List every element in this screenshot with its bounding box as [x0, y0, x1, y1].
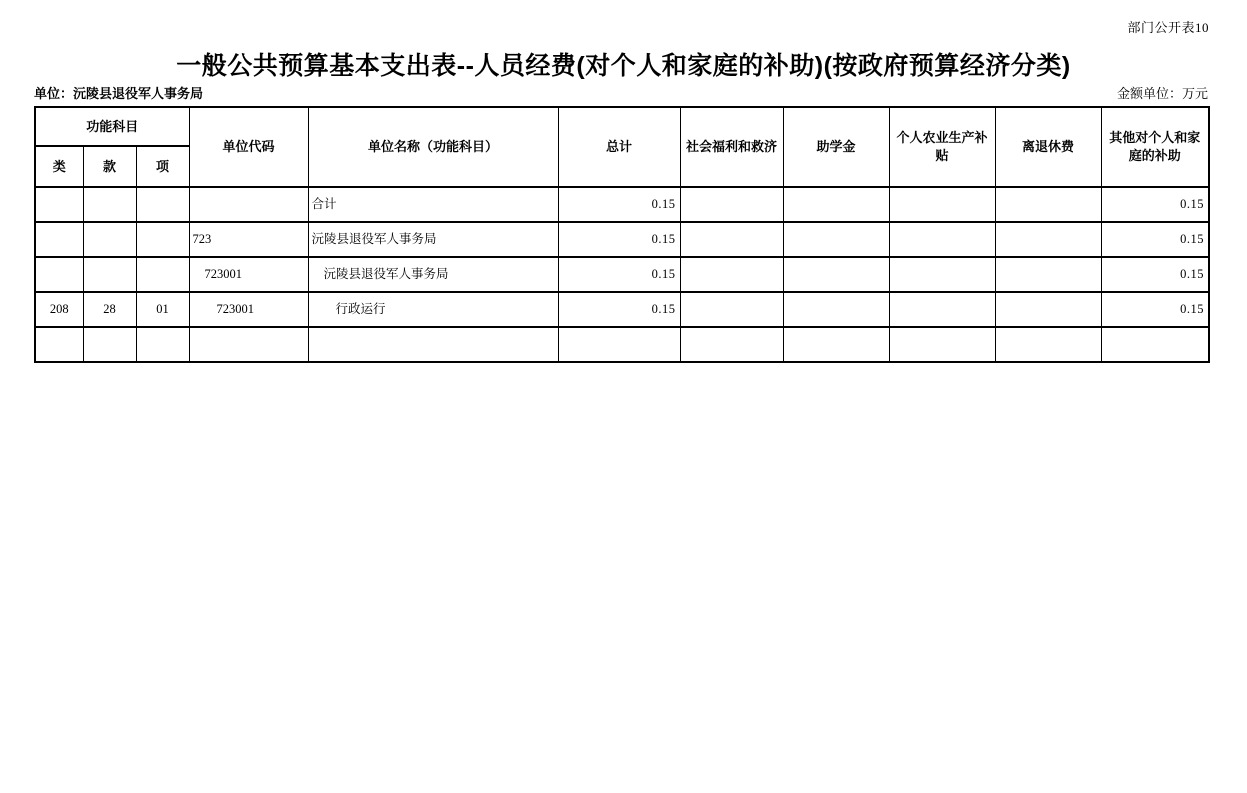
- cell-unit-name: 沅陵县退役军人事务局: [308, 257, 558, 292]
- cell-unit-code: 723001: [189, 257, 308, 292]
- cell-grants: [783, 222, 889, 257]
- table-row: [35, 222, 1209, 257]
- cell-total: 0.15: [558, 257, 680, 292]
- cell-other-subsidy: 0.15: [1101, 222, 1209, 257]
- header-unit-code: 单位代码: [189, 107, 308, 187]
- cell-section: [83, 222, 136, 257]
- cell-total: [558, 327, 680, 362]
- corner-sheet-label: 部门公开表10: [1127, 20, 1209, 35]
- cell-agri-subsidy: [889, 327, 995, 362]
- cell-unit-code: [189, 327, 308, 362]
- cell-other-subsidy: 0.15: [1101, 292, 1209, 327]
- cell-grants: [783, 292, 889, 327]
- header-grants: 助学金: [783, 107, 889, 187]
- cell-total: 0.15: [558, 292, 680, 327]
- cell-retirement: [995, 257, 1101, 292]
- amount-unit-label: 金额单位：万元: [1116, 86, 1208, 101]
- cell-welfare: [680, 327, 783, 362]
- table-row: [35, 187, 1209, 222]
- cell-retirement: [995, 187, 1101, 222]
- cell-retirement: [995, 222, 1101, 257]
- cell-grants: [783, 187, 889, 222]
- cell-welfare: [680, 292, 783, 327]
- header-func-category: 功能科目: [35, 107, 189, 146]
- cell-item: [136, 222, 189, 257]
- cell-class: 208: [35, 292, 83, 327]
- cell-grants: [783, 257, 889, 292]
- table-row: [35, 257, 1209, 292]
- cell-agri-subsidy: [889, 187, 995, 222]
- header-welfare: 社会福利和救济: [680, 107, 783, 187]
- header-other-subsidy: 其他对个人和家庭的补助: [1101, 107, 1209, 187]
- cell-agri-subsidy: [889, 257, 995, 292]
- budget-table: [34, 106, 1210, 363]
- cell-unit-name: 行政运行: [308, 292, 558, 327]
- header-total: 总计: [558, 107, 680, 187]
- cell-section: [83, 187, 136, 222]
- cell-class: [35, 327, 83, 362]
- header-item: 项: [136, 146, 189, 187]
- cell-unit-code: 723001: [189, 292, 308, 327]
- cell-section: [83, 257, 136, 292]
- cell-retirement: [995, 292, 1101, 327]
- cell-total: 0.15: [558, 222, 680, 257]
- table-row: [35, 292, 1209, 327]
- table-header: [35, 107, 1209, 187]
- cell-section: 28: [83, 292, 136, 327]
- cell-class: [35, 257, 83, 292]
- page-title: 一般公共预算基本支出表--人员经费(对个人和家庭的补助)(按政府预算经济分类): [176, 52, 1071, 80]
- cell-agri-subsidy: [889, 222, 995, 257]
- header-agri-subsidy: 个人农业生产补贴: [889, 107, 995, 187]
- cell-total: 0.15: [558, 187, 680, 222]
- table-row: [35, 327, 1209, 362]
- header-retirement: 离退休费: [995, 107, 1101, 187]
- cell-welfare: [680, 187, 783, 222]
- cell-item: 01: [136, 292, 189, 327]
- cell-retirement: [995, 327, 1101, 362]
- cell-other-subsidy: 0.15: [1101, 257, 1209, 292]
- cell-other-subsidy: [1101, 327, 1209, 362]
- cell-class: [35, 222, 83, 257]
- unit-label: 单位：沅陵县退役军人事务局: [34, 86, 204, 101]
- cell-other-subsidy: 0.15: [1101, 187, 1209, 222]
- cell-unit-code: [189, 187, 308, 222]
- table-body: [35, 187, 1209, 362]
- cell-welfare: [680, 257, 783, 292]
- header-class: 类: [35, 146, 83, 187]
- cell-item: [136, 187, 189, 222]
- cell-agri-subsidy: [889, 292, 995, 327]
- cell-grants: [783, 327, 889, 362]
- cell-section: [83, 327, 136, 362]
- cell-welfare: [680, 222, 783, 257]
- header-section: 款: [83, 146, 136, 187]
- cell-unit-name: 合计: [308, 187, 558, 222]
- cell-unit-name: 沅陵县退役军人事务局: [308, 222, 558, 257]
- cell-item: [136, 257, 189, 292]
- meta-row: [34, 83, 1208, 102]
- cell-unit-name: [308, 327, 558, 362]
- cell-item: [136, 327, 189, 362]
- cell-unit-code: 723: [189, 222, 308, 257]
- cell-class: [35, 187, 83, 222]
- header-unit-name: 单位名称（功能科目）: [308, 107, 558, 187]
